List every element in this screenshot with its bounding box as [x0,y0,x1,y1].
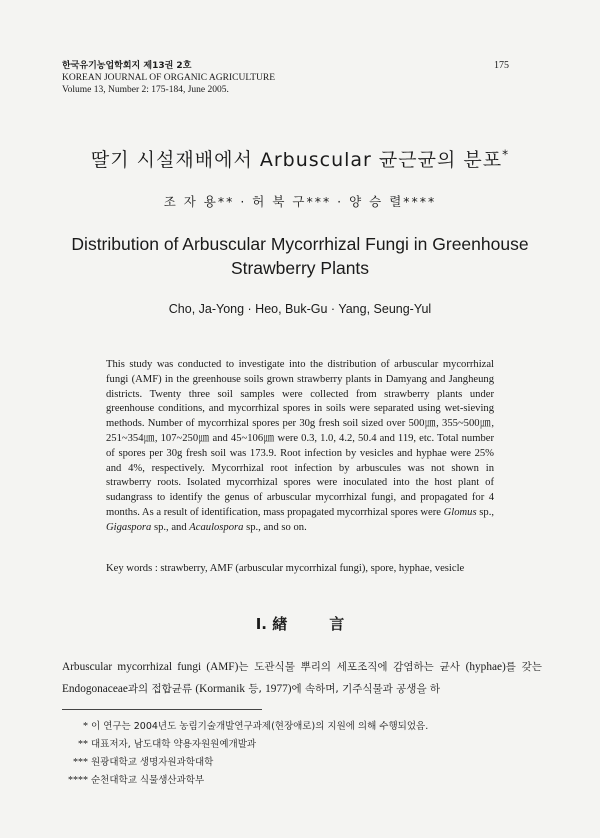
section-heading [0,613,600,634]
intro-text: 1977) [265,683,292,695]
intro-text: Arbuscular mycorrhizal fungi (AMF) [62,661,239,673]
genus-acaulospora: Acaulospora [189,521,244,533]
title-english-line-2: Strawberry Plants [230,258,370,278]
intro-text: Endogonaceae [62,683,128,695]
title-korean [0,145,600,172]
authors-korean: 조 자 용** · 허 북 구*** · 양 승 렬**** [163,194,437,209]
footnote-text: 대표저자, 남도대학 약용자원원예개발과 [91,739,257,750]
footnote-text: 순천대학교 식물생산과학부 [91,775,205,786]
footnote [62,772,428,790]
abstract-text-sp2: sp., and [151,521,190,533]
footnote-text: 원광대학교 생명자원과학대학 [91,757,214,768]
title-english [60,232,540,280]
footnote-mark: ** [78,739,88,750]
intro-text: 에 속하며, 기주식물과 공생을 하 [291,683,441,695]
footnote-text: 이 연구는 2004년도 농림기술개발연구과제(현장애로)의 지원에 의해 수행되었음. [91,721,429,732]
genus-glomus: Glomus [443,506,477,518]
title-korean-text: 딸기 시설재배에서 Arbuscular 균근균의 분포 [90,149,503,171]
footnote [62,754,428,772]
abstract-text: This study was conducted to investigate into the distribution of arbuscular mycorrhizal fungi (AMF) in the greenhouse soils grown strawberry plants in Damyang and Jangheung districts. Twenty three soil samples were collected from strawberry plants under greenhouse conditions, and mycorrhizal spores in soils were separated using wet-sieving methods. Number of mycorrhizal spores per 30g fresh soil sized over 500㎛, 355~500㎛, 251~354㎛, 107~250㎛ and 45~106㎛ were 0.3, 1.0, 4.2, 50.4 and 119, etc. Total number of spores per 30g fresh soil was 173.9. Root infection by vesicles and hyphae were 25% and 4%, respectively. Mycorrhizal root infection by arbuscules was not shown in strawberry roots. Isolated mycorrhizal spores were inoculated into the host plant of sudangrass to identify the genus of arbuscular mycorrhizal fungi, and propagated for 4 months. As a result of identification, mass propagated mycorrhizal spores were [106,359,494,518]
intro-text: 를 갖는 [505,661,542,673]
abstract-text-sp1: sp., [476,506,494,518]
introduction-paragraph [62,656,542,700]
section-number: Ⅰ. [255,615,267,633]
authors-english: Cho, Ja-Yong · Heo, Buk-Gu · Yang, Seung-Yul [168,302,432,316]
volume-info: Volume 13, Number 2: 175-184, June 2005. [62,85,229,95]
footnote-mark: **** [68,775,88,786]
genus-gigaspora: Gigaspora [106,521,152,533]
abstract-text-sp3: sp., and so on. [243,521,307,533]
section-title-char-1: 緖 [272,615,288,633]
journal-name-korean: 한국유기농업학회지 제13권 2호 [62,61,192,71]
footnote-divider [62,709,262,710]
intro-text: (hyphae) [465,661,506,673]
intro-text: (Kormanik [195,683,245,695]
journal-name-english: KOREAN JOURNAL OF ORGANIC AGRICULTURE [62,73,276,83]
page-number: 175 [494,60,509,71]
intro-text: 과의 접합균류 [127,683,196,695]
footnote-mark: * [83,721,88,732]
footnote [62,718,428,736]
section-title-char-2: 言 [329,615,345,633]
title-footnote-mark: * [502,147,510,162]
title-english-line-1: Distribution of Arbuscular Mycorrhizal Fungi in Greenhouse [71,234,529,254]
footnote-mark: *** [73,757,88,768]
intro-text: 등, [245,683,266,695]
abstract [106,358,494,536]
keywords: Key words : strawberry, AMF (arbuscular mycorrhizal fungi), spore, hyphae, vesicle [106,563,465,574]
footnotes [62,718,428,790]
intro-text: 는 도관식물 뿌리의 세포조직에 감염하는 균사 [238,661,466,673]
footnote [62,736,428,754]
journal-header [62,60,275,96]
